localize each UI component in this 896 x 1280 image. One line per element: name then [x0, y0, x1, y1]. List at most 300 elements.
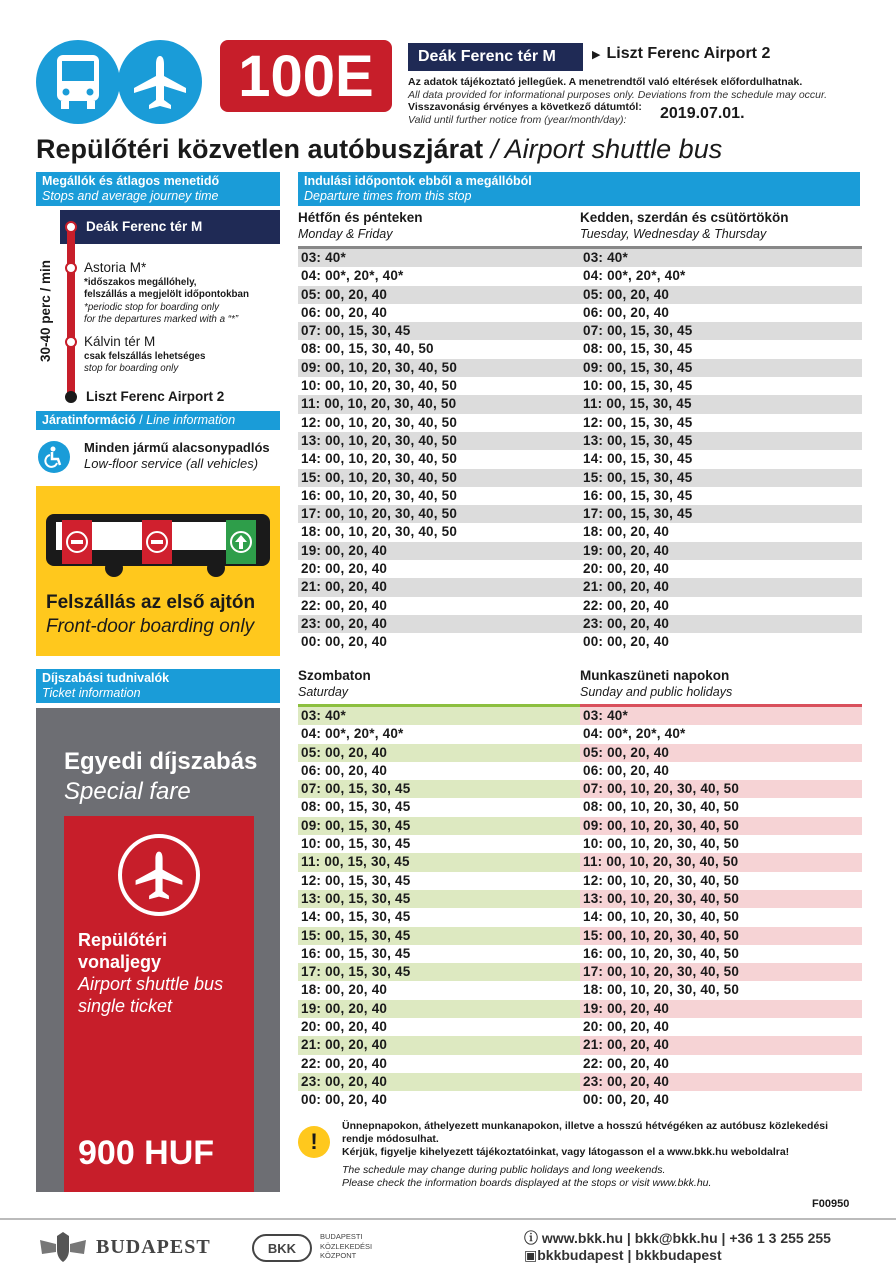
destination: ▶ Liszt Ferenc Airport 2: [592, 45, 771, 62]
minutes: 00, 15, 30, 45: [325, 964, 411, 980]
arrow-right-icon: ▶: [592, 49, 601, 61]
hour: 20:: [301, 561, 322, 577]
hour: 07:: [583, 781, 604, 797]
minutes: 00, 10, 20, 30, 40, 50: [607, 817, 740, 833]
hour: 16:: [583, 487, 604, 503]
social-info: ▣bkkbudapest | bkkbudapest: [524, 1247, 722, 1263]
page-title: Repülőtéri közvetlen autóbuszjárat / Airport shuttle bus: [36, 134, 723, 164]
hour: 12:: [583, 872, 604, 888]
table-row: [298, 1000, 580, 1018]
stop-name: Kálvin tér M: [84, 334, 156, 349]
boarding-text: Felszállás az első ajtón: [46, 592, 256, 613]
schedule-title: Kedden, szerdán és csütörtökön Tuesday, Wednesday & Thursday: [580, 210, 789, 241]
minutes: 00, 20, 40: [607, 1000, 670, 1016]
minutes: 00, 20, 40: [325, 1055, 388, 1071]
stop-marker: [65, 221, 77, 233]
fare-title-en: Special fare: [64, 778, 191, 805]
table-row: [580, 560, 862, 578]
table-row: [298, 1091, 580, 1109]
stop-marker: [65, 391, 77, 403]
hour: 09:: [301, 359, 322, 375]
hour: 04:: [583, 726, 604, 742]
table-row: [580, 762, 862, 780]
lowfloor-text-en: Low-floor service (all vehicles): [84, 456, 259, 471]
table-row: [298, 981, 580, 999]
hour: 10:: [301, 836, 322, 852]
minutes: 00, 20, 40: [607, 286, 670, 302]
boarding-text-en: Front-door boarding only: [46, 616, 255, 637]
table-row: [580, 597, 862, 615]
minutes: 00, 15, 30, 45: [325, 927, 411, 943]
minutes: 00, 20, 40: [325, 744, 388, 760]
stop-note: for the departures marked with a “*”: [84, 314, 239, 325]
hour: 23:: [301, 1073, 322, 1089]
table-row: [580, 1073, 862, 1091]
minutes: 00, 15, 30, 45: [324, 854, 410, 870]
minutes: 00, 10, 20, 30, 40, 50: [607, 964, 740, 980]
stop-name: Deák Ferenc tér M: [86, 219, 203, 234]
hour: 07:: [301, 323, 322, 339]
hour: 19:: [301, 1000, 322, 1016]
minutes: 40*: [325, 250, 346, 265]
minutes: 00, 15, 30, 45: [325, 799, 411, 815]
table-row: [580, 963, 862, 981]
table-row: [298, 249, 580, 267]
hour: 07:: [301, 781, 322, 797]
hour: 22:: [583, 597, 604, 613]
table-row: [580, 780, 862, 798]
table-row: [580, 542, 862, 560]
table-row: [298, 853, 580, 871]
table-row: [580, 707, 862, 725]
minutes: 00, 10, 20, 30, 40, 50: [607, 836, 740, 852]
minutes: 00, 15, 30, 45: [607, 469, 693, 485]
table-row: [580, 725, 862, 743]
table-row: [298, 633, 580, 651]
journey-time: 30-40 perc / min: [38, 259, 53, 362]
minutes: 00, 20, 40: [325, 1000, 388, 1016]
hour: 10:: [583, 836, 604, 852]
table-row: [580, 304, 862, 322]
facebook-icon: ▣: [524, 1247, 538, 1263]
wheelchair-icon: [38, 441, 70, 473]
hour: 03:: [301, 708, 322, 723]
table-row: [298, 798, 580, 816]
table-row: [298, 908, 580, 926]
hour: 08:: [301, 341, 322, 357]
hour: 09:: [583, 817, 604, 833]
table-row: [298, 395, 580, 413]
hour: 17:: [583, 506, 604, 522]
table-row: [298, 560, 580, 578]
minutes: 00, 20, 40: [325, 579, 388, 595]
minutes: 00, 20, 40: [325, 286, 388, 302]
table-row: [580, 322, 862, 340]
hour: 14:: [583, 451, 604, 467]
line-info-header: Járatinformáció / Line information: [36, 411, 280, 430]
schedule-weekday-tt: [580, 210, 862, 652]
table-row: [580, 450, 862, 468]
hour: 19:: [301, 542, 322, 558]
origin-stop: Deák Ferenc tér M: [408, 43, 583, 71]
minutes: 00, 10, 20, 30, 40, 50: [607, 945, 740, 961]
minutes: 00, 20, 40: [607, 634, 670, 650]
hour: 11:: [301, 396, 321, 412]
minutes: 00, 10, 20, 30, 40, 50: [324, 396, 457, 412]
warning-icon: !: [298, 1126, 330, 1158]
table-row: [298, 450, 580, 468]
minutes: 00, 20, 40: [325, 597, 388, 613]
table-row: [580, 744, 862, 762]
hour: 03:: [583, 250, 604, 265]
minutes: 00, 20, 40: [607, 762, 670, 778]
hour: 18:: [583, 524, 604, 540]
table-row: [580, 817, 862, 835]
hour: 10:: [583, 378, 604, 394]
minutes: 00, 20, 40: [607, 542, 670, 558]
bus-icon: [36, 40, 120, 124]
holiday-notice: ! Ünnepnapokon, áthelyezett munkanapokon, illetve a hosszú hétvégéken az autóbusz közlekedési rendje módosulhat. Kérjük, figyelje kihelyezett tájékoztatóinkat, vagy látogasson el a www.bkk.hu weboldalra! The schedule may change during public holidays and long weekends. Please check the information boards displayed at the stops or visit www.bkk.hu.: [298, 1118, 860, 1198]
hour: 22:: [301, 1055, 322, 1071]
minutes: 00, 15, 30, 45: [607, 432, 693, 448]
stop-note: stop for boarding only: [84, 363, 179, 374]
hour: 17:: [583, 964, 604, 980]
hour: 11:: [583, 396, 603, 412]
table-row: [580, 1036, 862, 1054]
minutes: 00, 15, 30, 45: [325, 909, 411, 925]
table-row: [580, 853, 862, 871]
minutes: 00, 15, 30, 45: [607, 506, 693, 522]
table-row: [580, 377, 862, 395]
minutes: 00, 10, 20, 30, 40, 50: [325, 487, 458, 503]
hour: 09:: [301, 817, 322, 833]
minutes: 00, 10, 20, 30, 40, 50: [325, 506, 458, 522]
minutes: 00, 20, 40: [607, 579, 670, 595]
minutes: 00, 10, 20, 30, 40, 50: [607, 927, 740, 943]
minutes: 00, 10, 20, 30, 40, 50: [325, 378, 458, 394]
hour: 07:: [583, 323, 604, 339]
minutes: 00, 20, 40: [325, 1019, 388, 1035]
table-row: [580, 267, 862, 285]
minutes: 00, 15, 30, 45: [607, 487, 693, 503]
valid-date: 2019.07.01.: [660, 105, 745, 122]
stop-marker: [65, 336, 77, 348]
hour: 04:: [301, 726, 322, 742]
hour: 05:: [583, 286, 604, 302]
ticket-name-en: Airport shuttle bus: [78, 974, 224, 994]
table-row: [580, 414, 862, 432]
minutes: 00, 20, 40: [607, 304, 670, 320]
minutes: 00, 10, 20, 30, 40, 50: [607, 890, 740, 906]
table-row: [580, 1000, 862, 1018]
hour: 00:: [301, 1092, 322, 1108]
minutes: 00*, 20*, 40*: [607, 726, 686, 742]
table-row: [298, 762, 580, 780]
hour: 20:: [583, 1019, 604, 1035]
minutes: 00, 15, 30, 45: [607, 451, 693, 467]
hour: 15:: [583, 469, 604, 485]
table-row: [298, 487, 580, 505]
airplane-icon: [118, 40, 202, 124]
table-row: [580, 523, 862, 541]
table-row: [580, 835, 862, 853]
hour: 05:: [301, 286, 322, 302]
schedule-saturday: [298, 668, 580, 1110]
airplane-icon: [118, 834, 200, 916]
minutes: 00, 20, 40: [325, 1037, 388, 1053]
minutes: 00, 20, 40: [325, 542, 388, 558]
minutes: 00, 15, 30, 45: [325, 890, 411, 906]
stop-note: *időszakos megállóhely,: [84, 277, 197, 288]
hour: 12:: [301, 414, 322, 430]
minutes: 00, 20, 40: [325, 762, 388, 778]
minutes: 00, 20, 40: [607, 744, 670, 760]
hour: 23:: [583, 615, 604, 631]
table-row: [580, 578, 862, 596]
ticket-name: vonaljegy: [78, 952, 162, 972]
hour: 21:: [301, 1037, 322, 1053]
table-row: [580, 395, 862, 413]
table-row: [298, 322, 580, 340]
info-icon: ⓘ: [524, 1230, 542, 1246]
table-row: [298, 505, 580, 523]
hour: 17:: [301, 506, 322, 522]
stop-name: Liszt Ferenc Airport 2: [86, 389, 225, 404]
table-row: [298, 872, 580, 890]
minutes: 00*, 20*, 40*: [325, 726, 404, 742]
minutes: 00, 10, 20, 30, 40, 50: [607, 982, 740, 998]
hour: 12:: [301, 872, 322, 888]
table-row: [298, 780, 580, 798]
bkk-name: BUDAPESTI KÖZLEKEDÉSI KÖZPONT: [320, 1232, 373, 1260]
hour: 16:: [583, 945, 604, 961]
stop-marker: [65, 262, 77, 274]
table-row: [580, 249, 862, 267]
table-row: [298, 1055, 580, 1073]
fare-title: Egyedi díjszabás: [64, 748, 258, 775]
table-row: [298, 890, 580, 908]
table-row: [298, 469, 580, 487]
table-row: [298, 835, 580, 853]
lowfloor-text: Minden jármű alacsonypadlós: [84, 440, 270, 455]
table-row: [580, 633, 862, 651]
budapest-logo: BUDAPEST: [96, 1236, 211, 1258]
minutes: 00, 10, 20, 30, 40, 50: [325, 432, 458, 448]
hour: 06:: [301, 304, 322, 320]
stop-note: *periodic stop for boarding only: [84, 302, 220, 313]
ticket-name-en: single ticket: [78, 996, 173, 1016]
table-row: [580, 890, 862, 908]
route-number: 100E: [220, 40, 392, 112]
minutes: 00, 20, 40: [325, 615, 388, 631]
ticket-card: [64, 816, 254, 1192]
minutes: 00*, 20*, 40*: [325, 268, 404, 284]
hour: 04:: [301, 268, 322, 284]
bkk-logo: BKK: [252, 1234, 312, 1262]
ticket-price: 900 HUF: [78, 1134, 215, 1172]
minutes: 00, 15, 30, 45: [607, 323, 693, 339]
ticket-name: Repülőtéri: [78, 930, 168, 950]
table-row: [298, 523, 580, 541]
document-code: F00950: [812, 1198, 850, 1210]
stops-header: Megállók és átlagos menetidő Stops and average journey time: [36, 172, 280, 206]
minutes: 00, 20, 40: [325, 634, 388, 650]
minutes: 00, 15, 30, 40, 50: [325, 341, 434, 357]
schedule-title: Szombaton Saturday: [298, 668, 371, 699]
hour: 05:: [301, 744, 322, 760]
table-row: [580, 359, 862, 377]
table-row: [298, 267, 580, 285]
minutes: 00, 10, 20, 30, 40, 50: [325, 414, 458, 430]
table-row: [580, 872, 862, 890]
table-row: [298, 725, 580, 743]
minutes: 00, 20, 40: [325, 1092, 388, 1108]
table-row: [580, 469, 862, 487]
table-row: [298, 1073, 580, 1091]
hour: 04:: [583, 268, 604, 284]
bus-doors-icon: [44, 510, 276, 580]
stop-name: Astoria M*: [84, 260, 147, 275]
minutes: 00, 10, 20, 30, 40, 50: [325, 359, 458, 375]
table-row: [580, 340, 862, 358]
table-row: [298, 945, 580, 963]
hour: 21:: [583, 579, 604, 595]
hour: 23:: [583, 1073, 604, 1089]
schedule-weekday-mf: [298, 210, 580, 652]
route-line: [67, 226, 75, 396]
stop-note: felszállás a megjelölt időpontokban: [84, 289, 249, 300]
hour: 15:: [301, 927, 322, 943]
minutes: 00, 20, 40: [607, 524, 670, 540]
minutes: 00, 15, 30, 45: [325, 836, 411, 852]
hour: 18:: [583, 982, 604, 998]
hour: 08:: [301, 799, 322, 815]
hour: 03:: [583, 708, 604, 723]
budapest-crest-icon: [36, 1230, 90, 1264]
ticket-header: Díjszabási tudnivalók Ticket information: [36, 669, 280, 703]
hour: 03:: [301, 250, 322, 265]
table-row: [298, 817, 580, 835]
table-row: [298, 414, 580, 432]
hour: 20:: [301, 1019, 322, 1035]
schedule-title: Munkaszüneti napokon Sunday and public holidays: [580, 668, 733, 699]
hour: 16:: [301, 487, 322, 503]
minutes: 00, 20, 40: [325, 561, 388, 577]
minutes: 00, 20, 40: [607, 561, 670, 577]
minutes: 00, 20, 40: [607, 1055, 670, 1071]
table-row: [580, 1018, 862, 1036]
minutes: 00, 15, 30, 45: [607, 341, 693, 357]
minutes: 00, 15, 30, 45: [607, 414, 693, 430]
hour: 23:: [301, 615, 322, 631]
table-row: [580, 927, 862, 945]
table-row: [298, 304, 580, 322]
stop-note: csak felszállás lehetséges: [84, 351, 206, 362]
minutes: 40*: [325, 708, 346, 723]
contact-info: ⓘ www.bkk.hu | bkk@bkk.hu | +36 1 3 255 255: [524, 1230, 831, 1246]
table-row: [580, 1091, 862, 1109]
hour: 11:: [583, 854, 603, 870]
minutes: 00, 20, 40: [607, 1092, 670, 1108]
hour: 21:: [301, 579, 322, 595]
minutes: 00, 20, 40: [607, 1073, 670, 1089]
minutes: 00, 20, 40: [325, 304, 388, 320]
table-row: [580, 798, 862, 816]
minutes: 00, 20, 40: [325, 1073, 388, 1089]
minutes: 00, 10, 20, 30, 40, 50: [607, 781, 740, 797]
table-row: [298, 286, 580, 304]
minutes: 00, 10, 20, 30, 40, 50: [325, 469, 458, 485]
table-row: [298, 542, 580, 560]
table-row: [298, 744, 580, 762]
hour: 22:: [301, 597, 322, 613]
footer-divider: [0, 1218, 896, 1220]
hour: 19:: [583, 542, 604, 558]
minutes: 00, 15, 30, 45: [325, 781, 411, 797]
minutes: 00, 15, 30, 45: [325, 323, 411, 339]
minutes: 00, 10, 20, 30, 40, 50: [607, 909, 740, 925]
minutes: 00, 20, 40: [607, 1019, 670, 1035]
table-row: [298, 597, 580, 615]
hour: 18:: [301, 982, 322, 998]
minutes: 00, 10, 20, 30, 40, 50: [607, 872, 740, 888]
table-row: [298, 432, 580, 450]
departures-header: Indulási időpontok ebből a megállóból Departure times from this stop: [298, 172, 860, 206]
boarding-panel: [36, 486, 280, 656]
hour: 09:: [583, 359, 604, 375]
minutes: 00, 20, 40: [325, 982, 388, 998]
table-row: [298, 707, 580, 725]
table-row: [298, 615, 580, 633]
schedule-holiday: [580, 668, 862, 1110]
minutes: 00, 15, 30, 45: [325, 945, 411, 961]
hour: 11:: [301, 854, 321, 870]
minutes: 00*, 20*, 40*: [607, 268, 686, 284]
hour: 05:: [583, 744, 604, 760]
table-row: [298, 963, 580, 981]
table-row: [298, 927, 580, 945]
hour: 19:: [583, 1000, 604, 1016]
hour: 22:: [583, 1055, 604, 1071]
table-row: [298, 1036, 580, 1054]
hour: 00:: [583, 634, 604, 650]
table-row: [580, 908, 862, 926]
table-row: [580, 1055, 862, 1073]
hour: 14:: [583, 909, 604, 925]
minutes: 00, 10, 20, 30, 40, 50: [325, 451, 458, 467]
minutes: 40*: [607, 250, 628, 265]
hour: 00:: [301, 634, 322, 650]
table-row: [580, 981, 862, 999]
minutes: 00, 10, 20, 30, 40, 50: [325, 524, 458, 540]
minutes: 00, 15, 30, 45: [606, 396, 692, 412]
minutes: 00, 20, 40: [607, 597, 670, 613]
table-row: [580, 505, 862, 523]
table-row: [580, 945, 862, 963]
hour: 00:: [583, 1092, 604, 1108]
minutes: 00, 15, 30, 45: [607, 378, 693, 394]
disclaimer: Az adatok tájékoztató jellegűek. A menetrendtől való eltérések előfordulhatnak. All data provided for informational purposes only. Deviations from the schedule may occur. Visszavonásig érvényes a következő dátumtól: Valid until further notice from (year/month/day):: [408, 76, 828, 126]
hour: 08:: [583, 799, 604, 815]
hour: 15:: [301, 469, 322, 485]
minutes: 00, 15, 30, 45: [325, 872, 411, 888]
hour: 13:: [301, 890, 322, 906]
hour: 10:: [301, 378, 322, 394]
hour: 18:: [301, 524, 322, 540]
hour: 17:: [301, 964, 322, 980]
minutes: 00, 20, 40: [607, 615, 670, 631]
hour: 14:: [301, 909, 322, 925]
